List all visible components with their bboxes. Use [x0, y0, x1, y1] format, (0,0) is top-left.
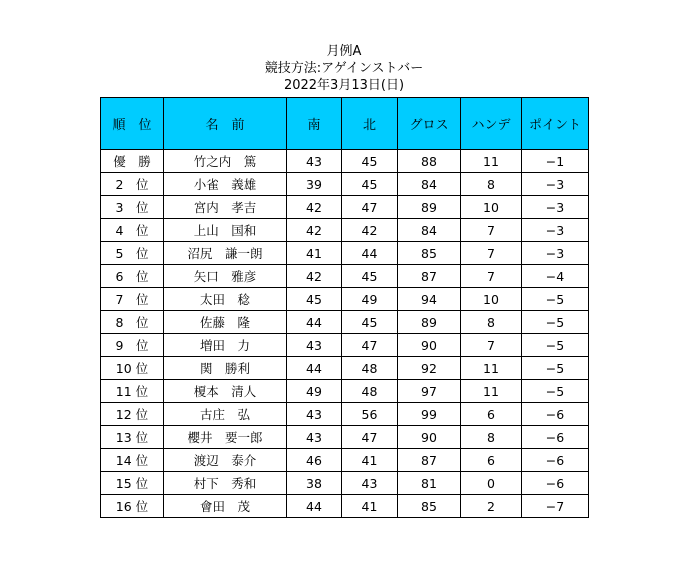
south-cell: 43	[287, 426, 342, 449]
table-row	[101, 311, 589, 334]
rank-cell: 優 勝	[101, 150, 164, 173]
table-row	[101, 449, 589, 472]
handicap-cell: 0	[461, 472, 522, 495]
south-cell: 42	[287, 196, 342, 219]
point-cell: −6	[522, 449, 589, 472]
rank-cell: 13 位	[101, 426, 164, 449]
table-row	[101, 357, 589, 380]
point-cell: −3	[522, 196, 589, 219]
handicap-cell: 11	[461, 357, 522, 380]
rank-cell: 14 位	[101, 449, 164, 472]
rank-cell: 10 位	[101, 357, 164, 380]
south-cell: 43	[287, 334, 342, 357]
rank-cell: 7 位	[101, 288, 164, 311]
point-cell: −5	[522, 311, 589, 334]
header-north: 北	[342, 98, 398, 150]
point-cell: −1	[522, 150, 589, 173]
table-row	[101, 219, 589, 242]
south-cell: 44	[287, 357, 342, 380]
name-cell: 村下 秀和	[164, 472, 287, 495]
handicap-cell: 2	[461, 495, 522, 518]
name-cell: 太田 稔	[164, 288, 287, 311]
rank-cell: 8 位	[101, 311, 164, 334]
handicap-cell: 8	[461, 426, 522, 449]
south-cell: 44	[287, 311, 342, 334]
name-cell: 櫻井 要一郎	[164, 426, 287, 449]
south-cell: 43	[287, 403, 342, 426]
handicap-cell: 11	[461, 380, 522, 403]
south-cell: 43	[287, 150, 342, 173]
north-cell: 47	[342, 196, 398, 219]
point-cell: −6	[522, 403, 589, 426]
rank-cell: 11 位	[101, 380, 164, 403]
rank-cell: 6 位	[101, 265, 164, 288]
north-cell: 56	[342, 403, 398, 426]
competition-title: 月例A	[326, 44, 362, 59]
table-row	[101, 495, 589, 518]
point-cell: −4	[522, 265, 589, 288]
competition-method: 競技方法:アゲインストバー	[264, 61, 424, 76]
gross-cell: 85	[398, 242, 461, 265]
table-row	[101, 472, 589, 495]
north-cell: 45	[342, 265, 398, 288]
north-cell: 48	[342, 357, 398, 380]
handicap-cell: 8	[461, 311, 522, 334]
gross-cell: 89	[398, 311, 461, 334]
gross-cell: 81	[398, 472, 461, 495]
header-handicap: ハンデ	[461, 98, 522, 150]
north-cell: 45	[342, 311, 398, 334]
south-cell: 38	[287, 472, 342, 495]
header-gross: グロス	[398, 98, 461, 150]
gross-cell: 99	[398, 403, 461, 426]
table-row	[101, 173, 589, 196]
north-cell: 42	[342, 219, 398, 242]
rank-cell: 2 位	[101, 173, 164, 196]
north-cell: 41	[342, 449, 398, 472]
south-cell: 42	[287, 219, 342, 242]
north-cell: 45	[342, 150, 398, 173]
name-cell: 増田 力	[164, 334, 287, 357]
gross-cell: 90	[398, 426, 461, 449]
south-cell: 42	[287, 265, 342, 288]
competition-date: 2022年3月13日(日)	[283, 78, 405, 93]
point-cell: −5	[522, 357, 589, 380]
header-name: 名 前	[164, 98, 287, 150]
north-cell: 43	[342, 472, 398, 495]
table-row	[101, 196, 589, 219]
point-cell: −3	[522, 219, 589, 242]
header-rank: 順 位	[101, 98, 164, 150]
north-cell: 47	[342, 334, 398, 357]
rank-cell: 16 位	[101, 495, 164, 518]
name-cell: 矢口 雅彦	[164, 265, 287, 288]
rank-cell: 5 位	[101, 242, 164, 265]
south-cell: 45	[287, 288, 342, 311]
gross-cell: 84	[398, 173, 461, 196]
handicap-cell: 10	[461, 288, 522, 311]
point-cell: −3	[522, 242, 589, 265]
header-row	[101, 98, 589, 150]
north-cell: 44	[342, 242, 398, 265]
name-cell: 関 勝利	[164, 357, 287, 380]
gross-cell: 90	[398, 334, 461, 357]
rank-cell: 9 位	[101, 334, 164, 357]
name-cell: 竹之内 篤	[164, 150, 287, 173]
handicap-cell: 8	[461, 173, 522, 196]
title-block	[100, 43, 588, 94]
name-cell: 佐藤 隆	[164, 311, 287, 334]
north-cell: 49	[342, 288, 398, 311]
table-row	[101, 242, 589, 265]
south-cell: 46	[287, 449, 342, 472]
name-cell: 會田 茂	[164, 495, 287, 518]
header-point: ポイント	[522, 98, 589, 150]
handicap-cell: 10	[461, 196, 522, 219]
name-cell: 宮内 孝吉	[164, 196, 287, 219]
table-row	[101, 380, 589, 403]
gross-cell: 89	[398, 196, 461, 219]
name-cell: 古庄 弘	[164, 403, 287, 426]
handicap-cell: 7	[461, 334, 522, 357]
rank-cell: 12 位	[101, 403, 164, 426]
table-row	[101, 426, 589, 449]
point-cell: −5	[522, 380, 589, 403]
handicap-cell: 6	[461, 449, 522, 472]
handicap-cell: 7	[461, 265, 522, 288]
name-cell: 上山 国和	[164, 219, 287, 242]
table-row	[101, 334, 589, 357]
handicap-cell: 11	[461, 150, 522, 173]
name-cell: 渡辺 泰介	[164, 449, 287, 472]
gross-cell: 88	[398, 150, 461, 173]
rank-cell: 4 位	[101, 219, 164, 242]
gross-cell: 94	[398, 288, 461, 311]
table-row	[101, 288, 589, 311]
point-cell: −5	[522, 334, 589, 357]
name-cell: 小雀 義雄	[164, 173, 287, 196]
handicap-cell: 6	[461, 403, 522, 426]
south-cell: 39	[287, 173, 342, 196]
north-cell: 48	[342, 380, 398, 403]
north-cell: 45	[342, 173, 398, 196]
point-cell: −5	[522, 288, 589, 311]
results-body	[101, 150, 589, 518]
north-cell: 47	[342, 426, 398, 449]
south-cell: 49	[287, 380, 342, 403]
gross-cell: 85	[398, 495, 461, 518]
point-cell: −7	[522, 495, 589, 518]
table-row	[101, 403, 589, 426]
handicap-cell: 7	[461, 219, 522, 242]
results-table	[100, 97, 589, 518]
point-cell: −6	[522, 472, 589, 495]
south-cell: 44	[287, 495, 342, 518]
name-cell: 沼尻 謙一朗	[164, 242, 287, 265]
gross-cell: 87	[398, 449, 461, 472]
rank-cell: 15 位	[101, 472, 164, 495]
gross-cell: 84	[398, 219, 461, 242]
handicap-cell: 7	[461, 242, 522, 265]
gross-cell: 92	[398, 357, 461, 380]
point-cell: −6	[522, 426, 589, 449]
rank-cell: 3 位	[101, 196, 164, 219]
table-row	[101, 150, 589, 173]
table-row	[101, 265, 589, 288]
gross-cell: 97	[398, 380, 461, 403]
gross-cell: 87	[398, 265, 461, 288]
point-cell: −3	[522, 173, 589, 196]
north-cell: 41	[342, 495, 398, 518]
name-cell: 榎本 清人	[164, 380, 287, 403]
header-south: 南	[287, 98, 342, 150]
south-cell: 41	[287, 242, 342, 265]
